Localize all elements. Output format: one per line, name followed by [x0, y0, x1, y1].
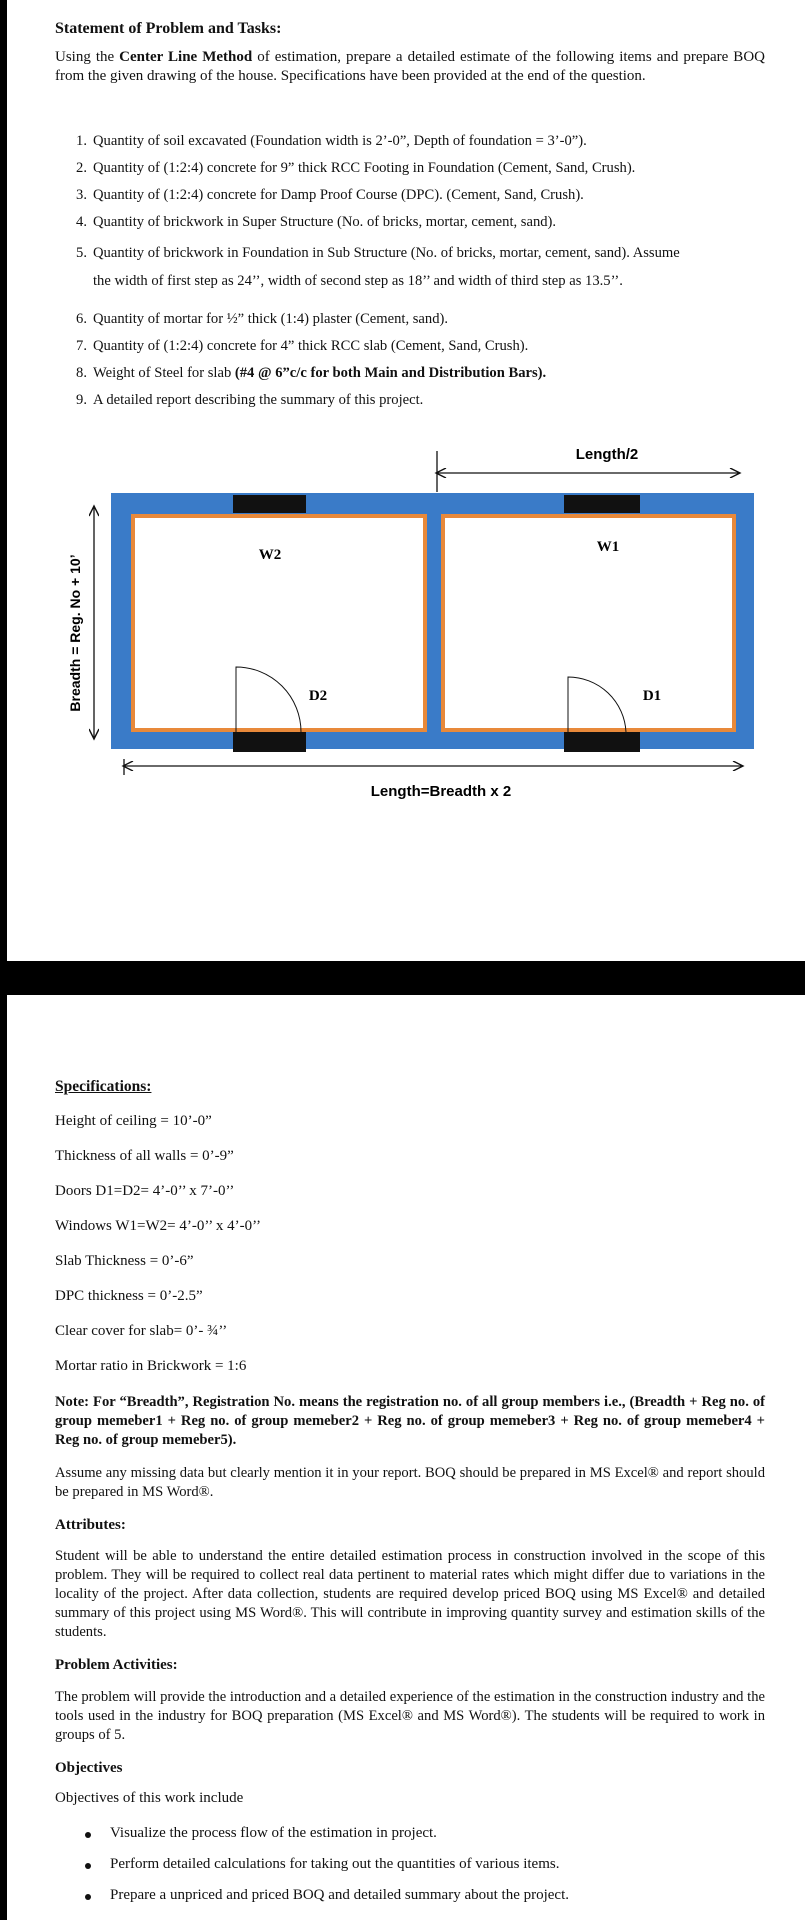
spec-item: DPC thickness = 0’-2.5”	[55, 1288, 203, 1304]
page-2	[7, 995, 805, 1920]
spec-item: Thickness of all walls = 0’-9”	[55, 1148, 234, 1164]
task-text	[93, 364, 546, 382]
objective-text: Prepare a unpriced and priced BOQ and detailed summary about the project.	[110, 1887, 570, 1903]
statement-heading: Statement of Problem and Tasks:	[55, 20, 282, 37]
specifications-heading-text: Specifications:	[55, 1078, 152, 1095]
page-1	[7, 0, 805, 961]
attributes-heading: Attributes:	[55, 1517, 126, 1533]
bullet-icon	[85, 1863, 91, 1869]
note-paragraph: Note: For “Breadth”, Registration No. means the registration no. of all group members i.e., (Breadth + Reg no. of group memeber1 + Reg no. of group memeber2 + Reg no. of group memeber3 + Reg no. of group memeber4 + Reg no. of group memeber5).	[55, 1394, 765, 1448]
spec-item: Clear cover for slab= 0’- ¾’’	[55, 1323, 228, 1339]
w1-label: W1	[596, 539, 620, 555]
task-number: 9.	[76, 392, 87, 408]
task-item	[65, 186, 785, 204]
objective-item	[85, 1856, 765, 1876]
d2-label: D2	[308, 688, 328, 704]
spec-item: Doors D1=D2= 4’-0’’ x 7’-0’’	[55, 1183, 235, 1199]
task-number: 3.	[76, 187, 87, 203]
activities-heading: Problem Activities:	[55, 1657, 178, 1673]
task-text: Quantity of mortar for ½” thick (1:4) plaster (Cement, sand).	[93, 311, 449, 327]
intro-end: of estimation, prepare a detailed estimate of the following items and prepare BOQ from the given drawing of the house. Specifications have been provided at the end of the question.	[55, 49, 765, 84]
window-w1	[564, 495, 640, 513]
floor-plan-drawing	[7, 430, 805, 870]
spec-item: Slab Thickness = 0’-6”	[55, 1253, 194, 1269]
task-text-bold: (#4 @ 6”c/c for both Main and Distribution Bars).	[234, 365, 547, 381]
task-item	[65, 391, 785, 409]
task-item	[65, 132, 785, 150]
task-item	[65, 244, 785, 262]
task-item-continuation	[65, 272, 785, 290]
task-text: Quantity of (1:2:4) concrete for 4” thick RCC slab (Cement, Sand, Crush).	[93, 338, 529, 354]
assume-paragraph: Assume any missing data but clearly mention it in your report. BOQ should be prepared in MS Excel® and report should be prepared in MS Word®.	[55, 1465, 765, 1500]
task-number: 4.	[76, 214, 87, 230]
statement-intro	[55, 48, 765, 86]
spec-item: Height of ceiling = 10’-0”	[55, 1113, 212, 1129]
task-text: Quantity of brickwork in Foundation in Sub Structure (No. of bricks, mortar, cement, sand). Assume	[93, 245, 680, 261]
bullet-icon	[85, 1832, 91, 1838]
task-text: Quantity of soil excavated (Foundation width is 2’-0”, Depth of foundation = 3’-0”).	[93, 133, 587, 149]
objectives-heading: Objectives	[55, 1760, 123, 1776]
task-text-plain: Weight of Steel for slab	[93, 365, 235, 381]
task-number: 8.	[76, 365, 87, 381]
breadth-label: Breadth = Reg. No + 10’	[67, 554, 83, 712]
specifications-heading	[55, 1078, 151, 1096]
door-d1	[564, 732, 640, 752]
objective-item	[85, 1887, 765, 1907]
intro-start: Using the	[55, 49, 120, 65]
task-item	[65, 337, 785, 355]
task-item	[65, 310, 785, 328]
spec-item: Mortar ratio in Brickwork = 1:6	[55, 1358, 247, 1374]
task-item	[65, 364, 785, 382]
task-number: 6.	[76, 311, 87, 327]
task-number: 1.	[76, 133, 87, 149]
objective-item	[85, 1825, 765, 1845]
task-item	[65, 159, 785, 177]
task-item	[65, 213, 785, 231]
task-text: Quantity of brickwork in Super Structure (No. of bricks, mortar, cement, sand).	[93, 214, 557, 230]
length-label: Length=Breadth x 2	[370, 783, 512, 800]
task-text: Quantity of (1:2:4) concrete for 9” thick RCC Footing in Foundation (Cement, Sand, Crush).	[93, 160, 636, 176]
w2-label: W2	[258, 547, 282, 563]
objective-text: Visualize the process flow of the estimation in project.	[110, 1825, 437, 1841]
d1-label: D1	[642, 688, 662, 704]
task-number: 7.	[76, 338, 87, 354]
attributes-paragraph: Student will be able to understand the entire detailed estimation process in construction involved in the scope of this problem. They will be required to collect real data pertinent to material rates which might differ due to variations in the locality of the project. After data collection, students are required develop priced BOQ using MS Excel® and detailed summary of this project using MS Word®. This will contribute in improving quantity survey and estimation skills of the students.	[55, 1548, 765, 1640]
objectives-intro: Objectives of this work include	[55, 1790, 244, 1806]
room-right	[443, 516, 734, 730]
bullet-icon	[85, 1894, 91, 1900]
task-number: 2.	[76, 160, 87, 176]
activities-paragraph: The problem will provide the introduction and a detailed experience of the estimation in the construction industry and the tools used in the industry for BOQ preparation (MS Excel® and MS Word®). The students will be required to work in groups of 5.	[55, 1689, 765, 1743]
task-text: the width of first step as 24’’, width of second step as 18’’ and width of third step as 13.5’’.	[93, 273, 623, 289]
task-number: 5.	[76, 245, 87, 261]
spec-item: Windows W1=W2= 4’-0’’ x 4’-0’’	[55, 1218, 261, 1234]
intro-bold: Center Line Method	[119, 49, 253, 65]
door-d2	[233, 732, 306, 752]
objective-text: Perform detailed calculations for taking out the quantities of various items.	[110, 1856, 560, 1872]
task-text: Quantity of (1:2:4) concrete for Damp Proof Course (DPC). (Cement, Sand, Crush).	[93, 187, 584, 203]
task-text: A detailed report describing the summary of this project.	[93, 392, 424, 408]
window-w2	[233, 495, 306, 513]
length-half-label: Length/2	[575, 446, 639, 463]
